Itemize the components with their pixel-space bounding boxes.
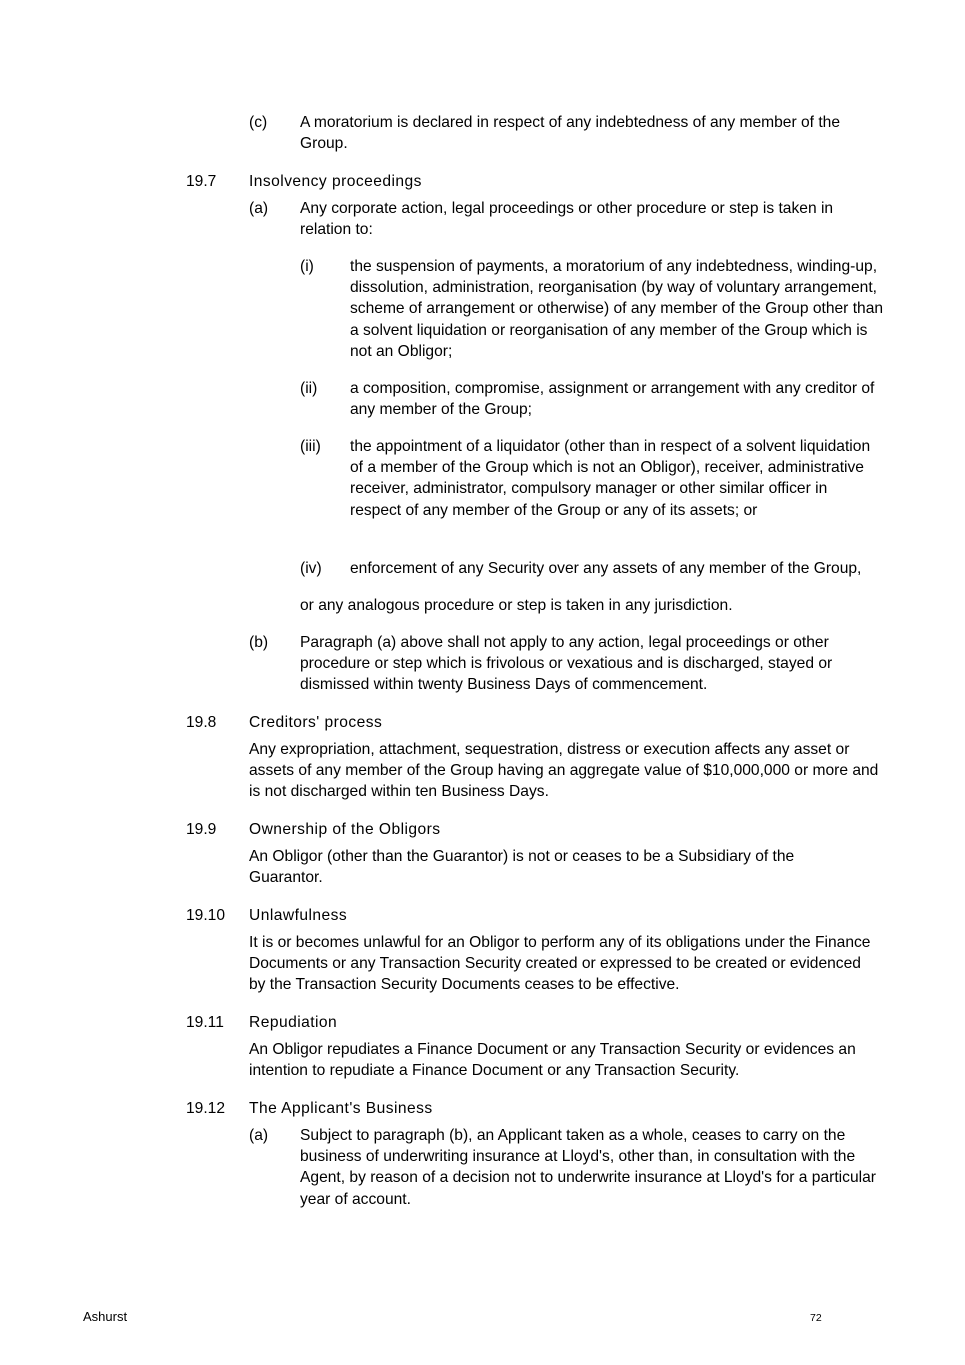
clause-19-12-number: 19.12: [186, 1100, 226, 1117]
clause-19-12-a-label: (a): [249, 1127, 269, 1144]
clause-19-11-heading: Repudiation: [249, 1014, 338, 1031]
clause-19-7-item-i-text: the suspension of payments, a moratorium of any indebtedness, winding-up, dissolution, administration, reorganisation (by way of voluntary arrangement, scheme of arrangement or otherwise) of any member of the Group other than a solvent liquidation or reorganisation of any member of the Group which is not an Obligor;: [350, 258, 884, 360]
clause-19-7-item-iii-label: (iii): [300, 438, 321, 455]
clause-19-8-text: Any expropriation, attachment, sequestration, distress or execution affects any asset or assets of any member of the Group having an aggregate value of $10,000,000 or more and is not discharged within ten Business Days.: [249, 741, 879, 801]
clause-19-10-number: 19.10: [186, 907, 226, 924]
clause-19-12-heading: The Applicant's Business: [249, 1100, 433, 1117]
clause-19-10-text: It is or becomes unlawful for an Obligor to perform any of its obligations under the Finance Documents or any Transaction Security created or expressed to be created or evidenced by the Transaction Security Documents ceases to be effective.: [249, 934, 871, 994]
clause-19-7-a-text: Any corporate action, legal proceedings or other procedure or step is taken in relation to:: [300, 200, 834, 239]
clause-19-9-heading: Ownership of the Obligors: [249, 821, 441, 838]
clause-19-7-item-i-label: (i): [300, 258, 314, 275]
clause-19-7-tail-text: or any analogous procedure or step is taken in any jurisdiction.: [300, 597, 733, 614]
footer-firm-name: Ashurst: [83, 1309, 128, 1324]
clause-19-7-number: 19.7: [186, 173, 217, 190]
clause-19-11-number: 19.11: [186, 1014, 224, 1031]
clause-19-7-a-label: (a): [249, 200, 269, 217]
clause-19-7-heading: Insolvency proceedings: [249, 173, 422, 190]
clause-19-7-item-iv-label: (iv): [300, 560, 322, 577]
clause-19-7-item-iii-text: the appointment of a liquidator (other than in respect of a solvent liquidation of a member of the Group which is not an Obligor), receiver, administrative receiver, administrator, compulsory manager or other similar officer in respect of any member of the Group or any of its assets; or: [350, 438, 871, 519]
clause-19-6-c-label: (c): [249, 114, 268, 131]
clause-19-8-number: 19.8: [186, 714, 217, 731]
clause-19-12-a-text: Subject to paragraph (b), an Applicant taken as a whole, ceases to carry on the business of underwriting insurance at Lloyd's, other than, in consultation with the Agent, by reason of a decision not to underwrite insurance at Lloyd's for a particular year of account.: [300, 1127, 876, 1208]
clause-19-7-item-iv-text: enforcement of any Security over any assets of any member of the Group,: [350, 560, 862, 577]
clause-19-7-item-ii-text: a composition, compromise, assignment or arrangement with any creditor of any member of the Group;: [350, 380, 875, 419]
clause-19-11-text: An Obligor repudiates a Finance Document or any Transaction Security or evidences an intention to repudiate a Finance Document or any Transaction Security.: [249, 1041, 856, 1080]
clause-19-6-c-text: A moratorium is declared in respect of any indebtedness of any member of the Group.: [300, 114, 841, 153]
footer-page-number: 72: [810, 1312, 822, 1324]
clause-19-9-text: An Obligor (other than the Guarantor) is not or ceases to be a Subsidiary of the Guarantor.: [249, 848, 795, 887]
clause-19-10-heading: Unlawfulness: [249, 907, 348, 924]
clause-19-7-b-text: Paragraph (a) above shall not apply to any action, legal proceedings or other procedure or step which is frivolous or vexatious and is discharged, stayed or dismissed within twenty Business Days of commencement.: [300, 634, 833, 694]
clause-19-7-item-ii-label: (ii): [300, 380, 318, 397]
clause-19-7-b-label: (b): [249, 634, 269, 651]
clause-19-8-heading: Creditors' process: [249, 714, 383, 731]
clause-19-9-number: 19.9: [186, 821, 217, 838]
